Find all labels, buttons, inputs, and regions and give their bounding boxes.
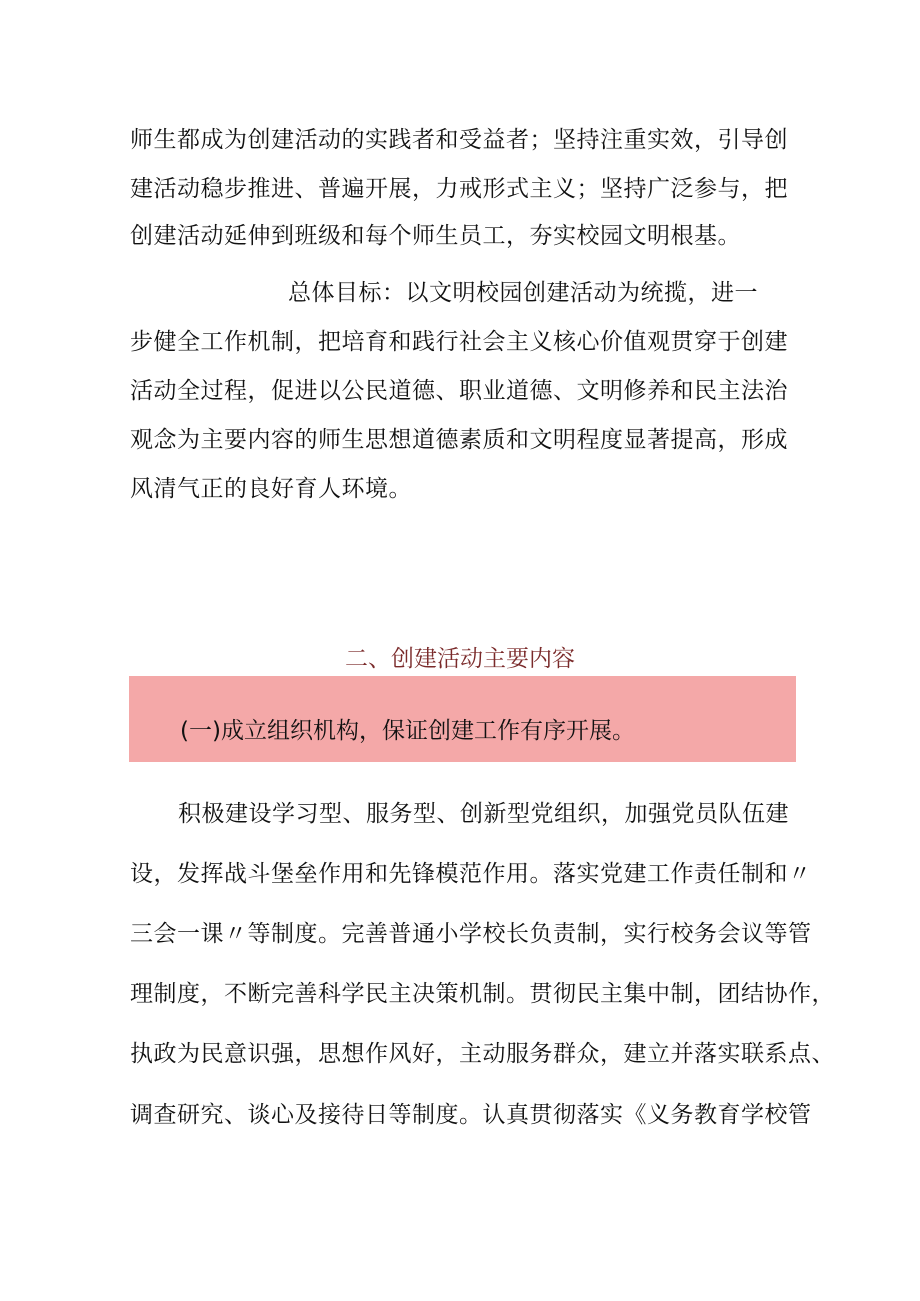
- paragraph-line: 三会一课〃等制度。完善普通小学校长负责制，实行校务会议等管: [130, 921, 812, 947]
- paragraph-line: 风清气正的良好育人环境。: [130, 476, 412, 502]
- paragraph-line: 积极建设学习型、服务型、创新型党组织，加强党员队伍建: [178, 801, 789, 827]
- paragraph-line: 总体目标：以文明校园创建活动为统揽，进一: [288, 280, 758, 306]
- paragraph-line: 调查研究、谈心及接待日等制度。认真贯彻落实《义务教育学校管: [130, 1102, 812, 1128]
- subheading: (一)成立组织机构，保证创建工作有序开展。: [180, 718, 635, 744]
- paragraph-line: 建活动稳步推进、普遍开展，力戒形式主义；坚持广泛参与，把: [130, 176, 788, 202]
- paragraph-line: 设，发挥战斗堡垒作用和先锋模范作用。落实党建工作责任制和〃: [130, 861, 812, 887]
- paragraph-line: 理制度，不断完善科学民主决策机制。贯彻民主集中制，团结协作，: [130, 981, 835, 1007]
- section-heading: 二、创建活动主要内容: [345, 646, 575, 672]
- paragraph-line: 观念为主要内容的师生思想道德素质和文明程度显著提高，形成: [130, 427, 788, 453]
- paragraph-line: 步健全工作机制，把培育和践行社会主义核心价值观贯穿于创建: [130, 329, 788, 355]
- paragraph-line: 创建活动延伸到班级和每个师生员工，夯实校园文明根基。: [130, 223, 741, 249]
- paragraph-line: 师生都成为创建活动的实践者和受益者；坚持注重实效，引导创: [130, 127, 788, 153]
- paragraph-line: 活动全过程，促进以公民道德、职业道德、文明修养和民主法治: [130, 378, 788, 404]
- paragraph-line: 执政为民意识强，思想作风好，主动服务群众，建立并落实联系点、: [130, 1041, 835, 1067]
